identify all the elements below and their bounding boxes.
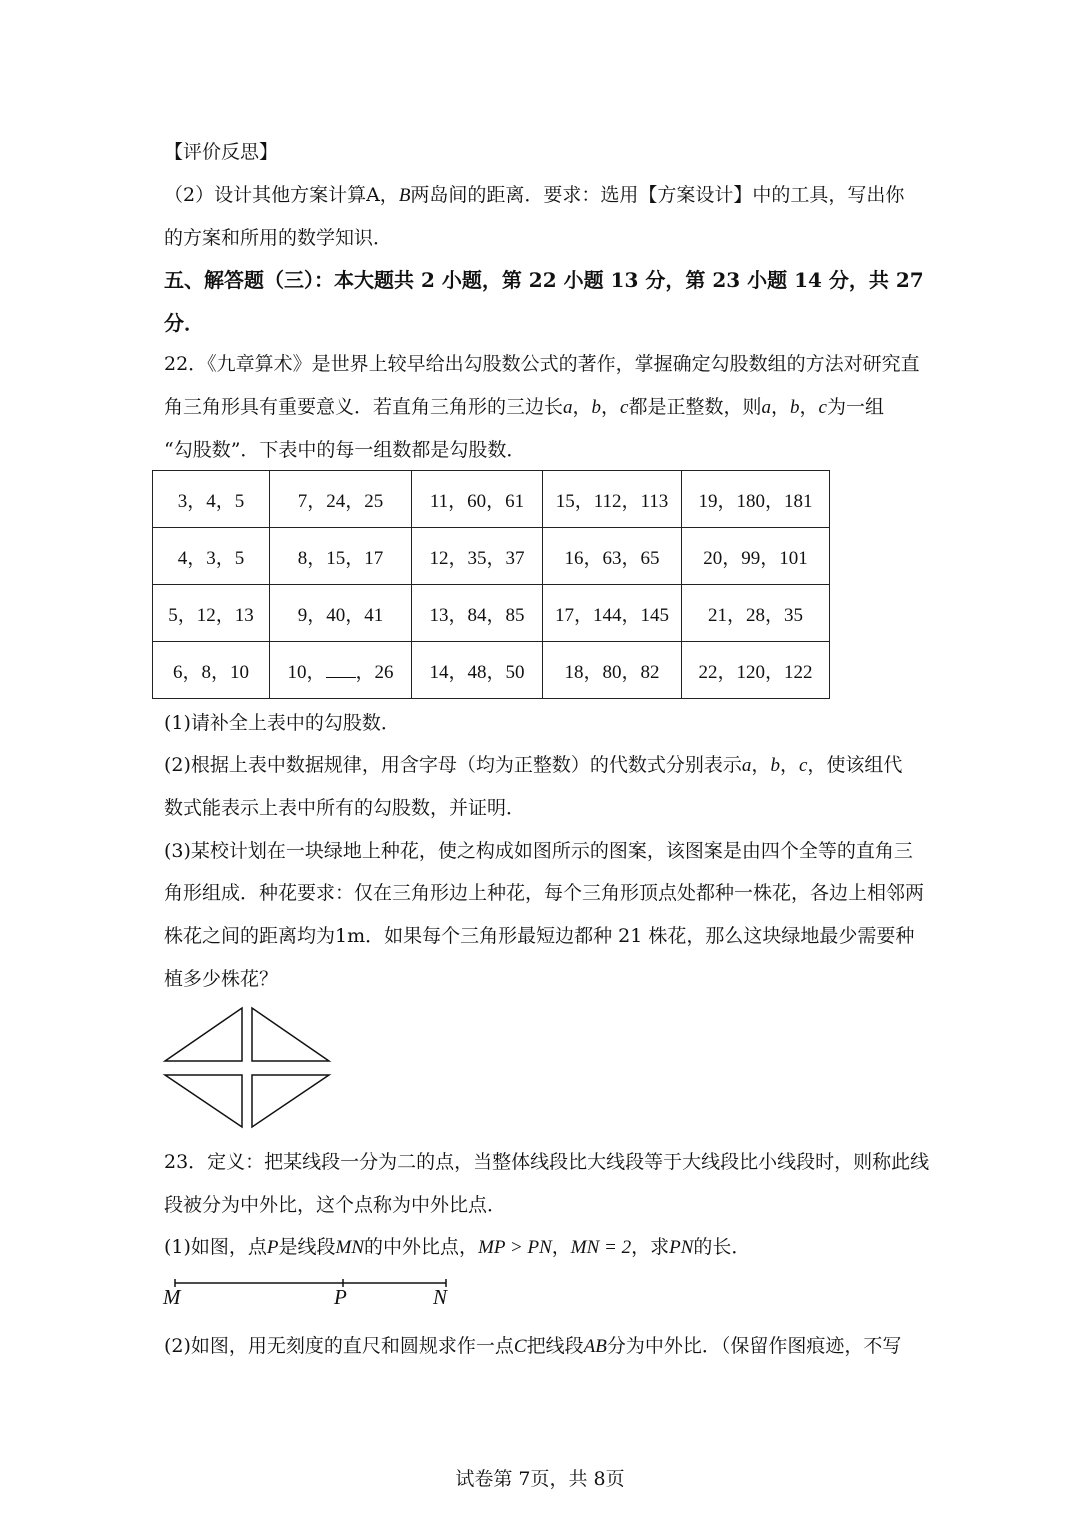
table-cell: 19，180，181	[682, 471, 830, 528]
review-heading: 【评价反思】	[164, 141, 279, 163]
label-P: P	[334, 1285, 347, 1309]
inequality: MP > PN	[478, 1237, 552, 1258]
var-a: a	[741, 755, 752, 776]
table-row	[153, 642, 830, 699]
q22-line2-text-c: 为一组	[826, 396, 884, 418]
q2-var-b: B	[398, 185, 411, 206]
var-AB: AB	[583, 1336, 607, 1357]
q22-line2-text-a: 角三角形具有重要意义．若直角三角形的三边长	[164, 396, 564, 418]
var-b: b	[770, 755, 780, 776]
q23-line1: 23．定义：把某线段一分为二的点，当整体线段比大线段等于大线段比小线段时，则称此线	[164, 1151, 930, 1173]
var-c: c	[620, 397, 629, 418]
answer-blank	[326, 659, 356, 678]
q23-line2: 段被分为中外比，这个点称为中外比点．	[164, 1194, 507, 1216]
pythagorean-table	[152, 470, 830, 699]
q22-sub2-line1	[164, 753, 902, 778]
table-cell: 16，63，65	[543, 528, 682, 585]
part5-heading-line1: 五、解答题（三）：本大题共 2 小题，第 22 小题 13 分，第 23 小题 14 分，共 27	[164, 268, 924, 292]
label-M: M	[163, 1285, 181, 1309]
sub2-text-b: 把线段	[526, 1335, 584, 1357]
table-cell: 7，24，25	[270, 471, 412, 528]
triangle-top-left	[165, 1008, 242, 1061]
table-row	[153, 471, 830, 528]
sub2-text-a: (2)如图，用无刻度的直尺和圆规求作一点	[164, 1335, 514, 1357]
var-b: b	[790, 397, 800, 418]
sub1-text-b: 是线段	[278, 1236, 336, 1258]
sep: ，	[601, 396, 621, 418]
table-cell: 14，48，50	[412, 642, 543, 699]
table-row	[153, 528, 830, 585]
q22-sub3-line4: 植多少株花？	[164, 968, 279, 990]
table-cell: 11，60，61	[412, 471, 543, 528]
var-a: a	[563, 397, 573, 418]
segment-MN-figure	[170, 1276, 455, 1290]
var-C: C	[513, 1336, 527, 1357]
q22-sub3-line3	[164, 924, 914, 948]
table-cell-with-blank	[270, 642, 412, 699]
q22-sub1: (1)请补全上表中的勾股数．	[164, 712, 400, 734]
q22-line2	[164, 395, 884, 420]
triangle-bottom-right	[252, 1075, 329, 1127]
equation: MN = 2	[570, 1237, 632, 1258]
table-cell: 12，35，37	[412, 528, 543, 585]
sep: ，	[779, 754, 799, 776]
sub3-text-b: ．如果每个三角形最短边都种 21 株花，那么这块绿地最少需要种	[365, 925, 915, 947]
var-a: a	[761, 397, 771, 418]
blank-cell-prefix: 10，	[287, 661, 326, 683]
table-cell: 15，112，113	[543, 471, 682, 528]
var-b: b	[591, 397, 602, 418]
four-triangles-figure	[160, 1003, 336, 1131]
var-P: P	[266, 1237, 279, 1258]
q23-sub2	[164, 1334, 901, 1359]
table-cell: 18，80，82	[543, 642, 682, 699]
triangle-bottom-left	[165, 1075, 242, 1127]
var-c: c	[818, 397, 827, 418]
q2-line2: 的方案和所用的数学知识．	[164, 227, 393, 249]
q2-text-c: 两岛间的距离．要求：选用【方案设计】中的工具，写出你	[410, 184, 905, 206]
q23-sub1: (1)如图，点P是线段MN的中外比点，MP > PN，MN = 2，求PN的长．	[164, 1236, 751, 1258]
triangle-top-right	[252, 1008, 329, 1061]
sub1-text-d: ，求	[631, 1236, 670, 1258]
table-cell: 22，120，122	[682, 642, 830, 699]
label-N: N	[433, 1285, 448, 1309]
table-cell: 8，15，17	[270, 528, 412, 585]
page-footer: 试卷第 7页，共 8页	[455, 1468, 625, 1490]
sep: ，	[799, 396, 819, 418]
sub1-text-c: 的中外比点，	[364, 1236, 479, 1258]
table-cell: 9，40，41	[270, 585, 412, 642]
table-cell: 17，144，145	[543, 585, 682, 642]
q22-sub2-line2: 数式能表示上表中所有的勾股数，并证明．	[164, 797, 526, 819]
sub2-text-c: 分为中外比．（保留作图痕迹，不写	[606, 1335, 902, 1357]
table-cell: 5，12，13	[153, 585, 270, 642]
sep: ，	[751, 754, 771, 776]
table-cell: 4，3，5	[153, 528, 270, 585]
table-cell: 3，4，5	[153, 471, 270, 528]
q2-line1	[164, 183, 904, 208]
part5-heading-line2: 分．	[164, 311, 204, 335]
sub1-text-a: (1)如图，点	[164, 1236, 267, 1258]
sep: ，	[572, 396, 592, 418]
q22-sub3-line2: 角形组成．种花要求：仅在三角形边上种花，每个三角形顶点处都种一株花，各边上相邻两	[164, 882, 925, 904]
q22-line1: 22．《九章算术》是世界上较早给出勾股数公式的著作，掌握确定勾股数组的方法对研究直	[164, 353, 920, 375]
var-MN: MN	[335, 1237, 365, 1258]
table-cell: 6，8，10	[153, 642, 270, 699]
var-PN: PN	[669, 1237, 694, 1258]
sub3-unit: 1m	[335, 925, 366, 947]
sub1-text-e: 的长．	[693, 1236, 751, 1258]
table-cell: 21，28，35	[682, 585, 830, 642]
q2-text-a: （2）设计其他方案计算A，	[164, 184, 399, 206]
blank-cell-suffix: ，26	[355, 661, 394, 683]
q22-line2-text-b: 都是正整数，则	[628, 396, 762, 418]
var-c: c	[798, 755, 808, 776]
sub3-text-a: 株花之间的距离均为	[164, 925, 336, 947]
sub2-text-a: (2)根据上表中数据规律，用含字母（均为正整数）的代数式分别表示	[164, 754, 742, 776]
table-cell: 20，99，101	[682, 528, 830, 585]
sep: ，	[771, 396, 791, 418]
q22-line3: “勾股数”．下表中的每一组数都是勾股数．	[164, 439, 526, 461]
q22-sub3-line1: (3)某校计划在一块绿地上种花，使之构成如图所示的图案，该图案是由四个全等的直角三	[164, 840, 913, 862]
table-row	[153, 585, 830, 642]
sub2-text-b: ，使该组代	[807, 754, 903, 776]
table-cell: 13，84，85	[412, 585, 543, 642]
